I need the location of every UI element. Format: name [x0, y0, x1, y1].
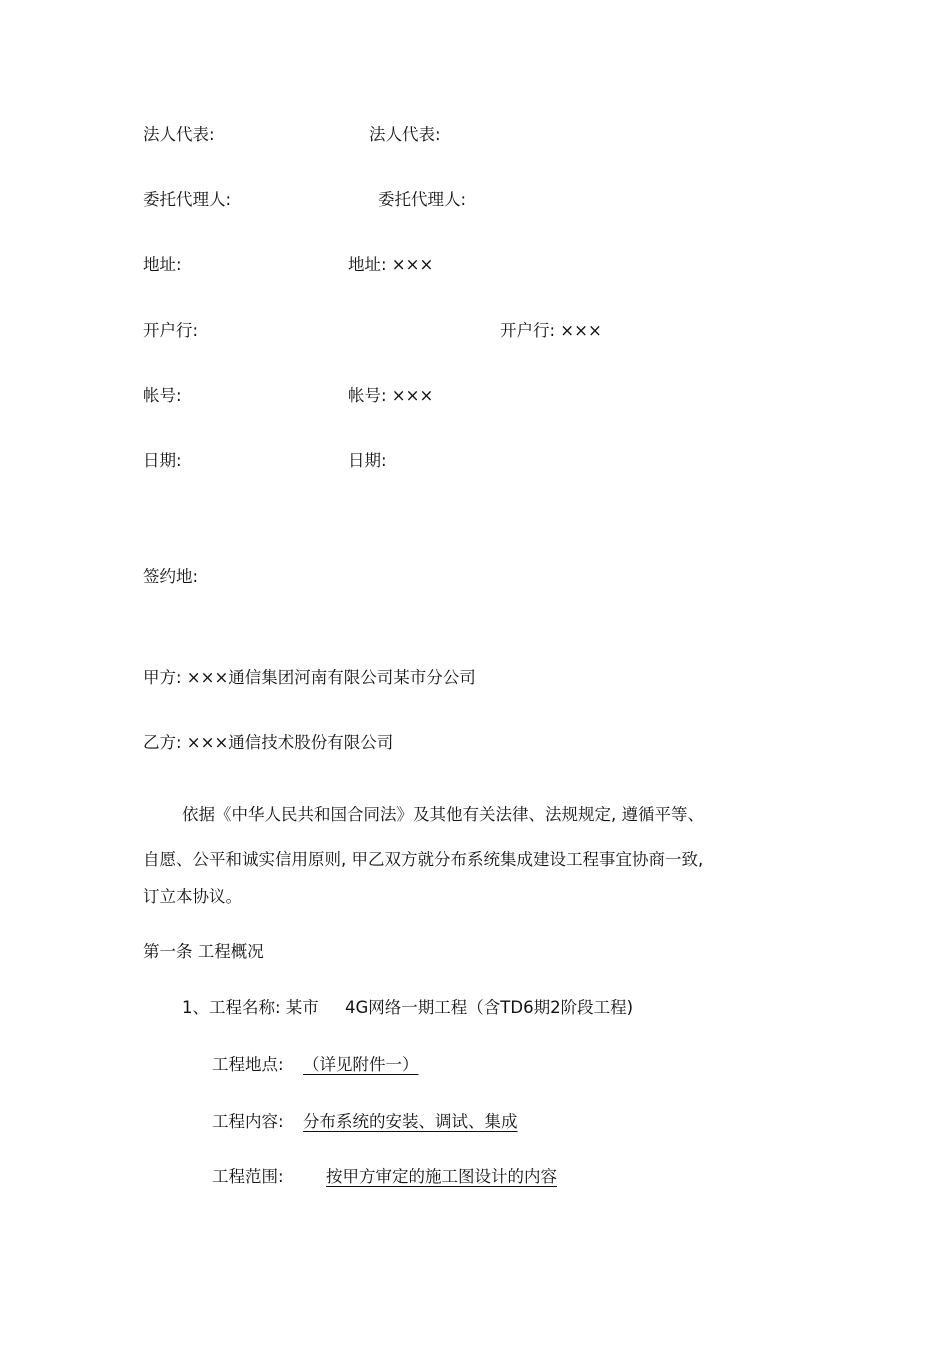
legal-rep-label-a: 法人代表: [143, 125, 215, 144]
date-label-a: 日期: [143, 451, 182, 470]
party-a-line: 甲方: ×××通信集团河南有限公司某市分公司 [143, 668, 476, 687]
agent-label-a: 委托代理人: [143, 190, 232, 209]
preamble-line-3: 订立本协议。 [143, 887, 242, 906]
address-label-b: 地址: ××× [348, 255, 434, 274]
project-name-value: 4G网络一期工程（含TD6期2阶段工程) [345, 998, 634, 1017]
project-location-value: （详见附件一） [303, 1055, 419, 1074]
preamble-line-1: 依据《中华人民共和国合同法》及其他有关法律、法规规定, 遵循平等、 [182, 805, 704, 824]
project-content-label: 工程内容: [212, 1112, 284, 1131]
signing-place-label: 签约地: [143, 567, 199, 586]
project-name-label: 1、工程名称: 某市 [182, 998, 319, 1017]
project-scope-label: 工程范围: [212, 1167, 284, 1186]
legal-rep-label-b: 法人代表: [369, 125, 441, 144]
article-1-heading: 第一条 工程概况 [143, 942, 264, 961]
address-label-a: 地址: [143, 255, 182, 274]
project-content-value: 分布系统的安装、调试、集成 [303, 1112, 518, 1131]
bank-label-a: 开户行: [143, 321, 199, 340]
account-label-b: 帐号: ××× [348, 386, 434, 405]
project-scope-value: 按甲方审定的施工图设计的内容 [326, 1167, 557, 1186]
project-location-label: 工程地点: [212, 1055, 284, 1074]
account-label-a: 帐号: [143, 386, 182, 405]
date-label-b: 日期: [348, 451, 387, 470]
agent-label-b: 委托代理人: [378, 190, 467, 209]
bank-label-b: 开户行: ××× [500, 321, 602, 340]
preamble-line-2: 自愿、公平和诚实信用原则, 甲乙双方就分布系统集成建设工程事宜协商一致, [143, 850, 704, 869]
party-b-line: 乙方: ×××通信技术股份有限公司 [143, 733, 394, 752]
